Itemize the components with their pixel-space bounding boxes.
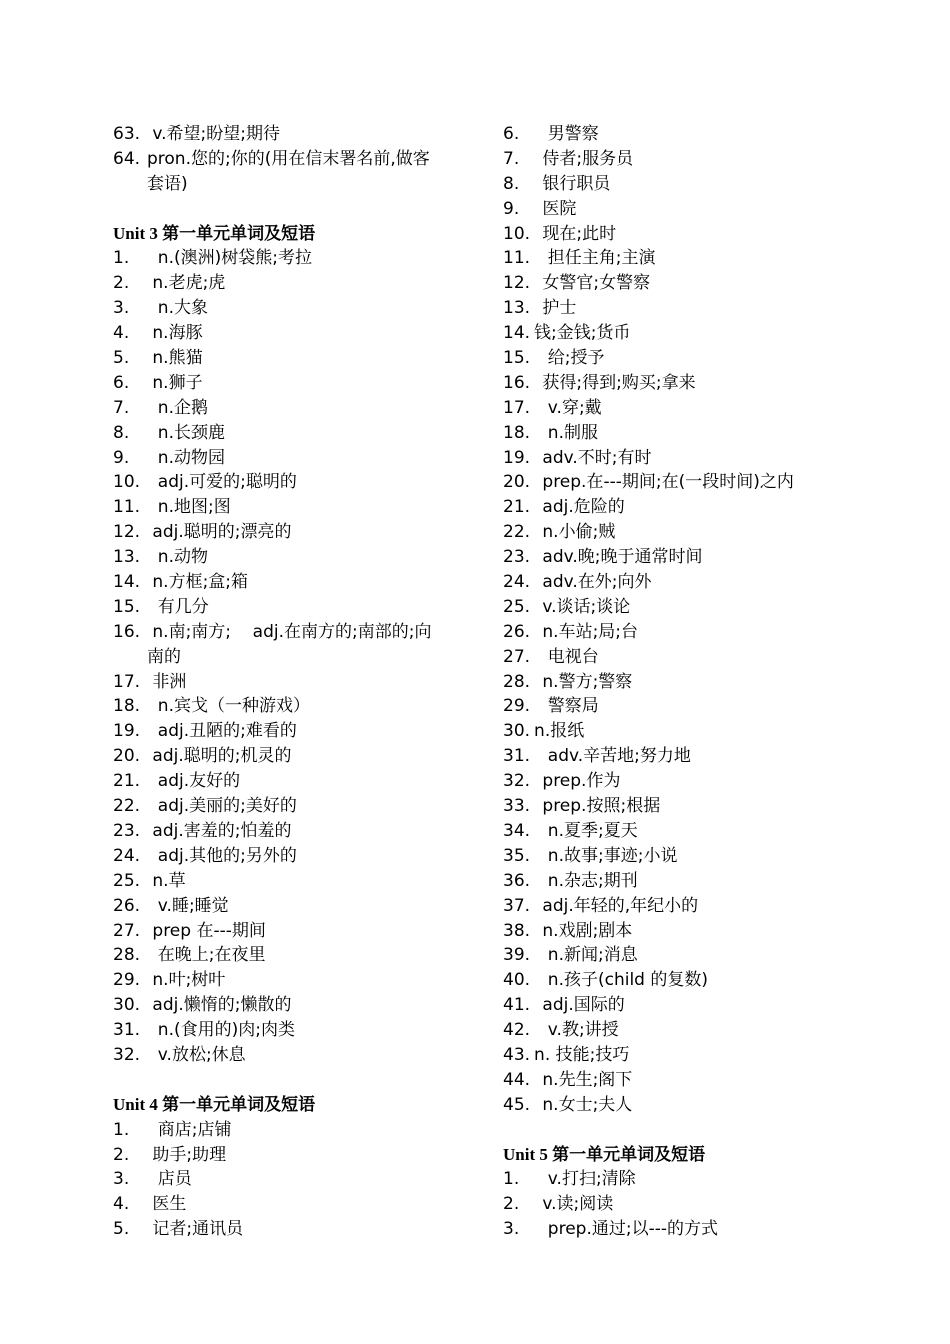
item-number: 43. — [503, 1044, 531, 1065]
list-item — [503, 744, 933, 769]
list-item — [503, 943, 933, 968]
item-text: pron.您的;你的(用在信末署名前,做客 — [147, 148, 430, 169]
item-number: 20. — [113, 746, 141, 767]
item-number: 10. — [503, 223, 531, 244]
item-number: 30. — [113, 995, 141, 1016]
list-item — [113, 1192, 473, 1217]
list-item — [113, 446, 473, 471]
item-number: 5. — [113, 1219, 130, 1240]
item-number: 7. — [503, 148, 520, 169]
item-text: n.叶;树叶 — [147, 970, 226, 991]
item-number: 28. — [113, 945, 141, 966]
list-item — [503, 371, 933, 396]
item-text: adv.晚;晚于通常时间 — [537, 547, 703, 568]
item-number: 10. — [113, 472, 141, 493]
list-item — [503, 147, 933, 172]
item-number: 31. — [503, 746, 531, 767]
item-text: n.报纸 — [534, 721, 585, 742]
item-number: 40. — [503, 970, 531, 991]
item-text: adj.可爱的;聪明的 — [147, 472, 297, 493]
list-item — [503, 1043, 933, 1068]
list-item — [113, 346, 473, 371]
item-text: n.地图;图 — [147, 497, 231, 518]
item-number: 26. — [503, 621, 531, 642]
item-number: 19. — [113, 721, 141, 742]
item-text: 银行职员 — [537, 173, 611, 194]
unit-heading — [503, 1143, 933, 1168]
list-item — [113, 819, 473, 844]
list-item — [503, 670, 933, 695]
item-number: 1. — [503, 1169, 520, 1190]
item-text: n.大象 — [147, 298, 208, 319]
list-item — [113, 844, 473, 869]
item-number: 1. — [113, 1119, 130, 1140]
item-text: v.读;阅读 — [537, 1194, 614, 1215]
item-number: 23. — [113, 820, 141, 841]
item-text: n. 技能;技巧 — [534, 1044, 630, 1065]
right-column — [503, 122, 933, 1242]
item-text: 担任主角;主演 — [537, 248, 656, 269]
item-number: 41. — [503, 995, 531, 1016]
item-text: n.南;南方; adj.在南方的;南部的;向 — [147, 621, 432, 642]
item-text: 医院 — [537, 198, 577, 219]
unit-heading-en: Unit 4 — [113, 1094, 163, 1114]
item-text: 医生 — [147, 1194, 187, 1215]
item-text: n.草 — [147, 870, 186, 891]
list-item — [113, 719, 473, 744]
item-number: 5. — [113, 348, 130, 369]
item-number: 26. — [113, 895, 141, 916]
item-number: 23. — [503, 547, 531, 568]
unit-heading-en: Unit 5 — [503, 1144, 553, 1164]
item-text: prep.作为 — [537, 771, 621, 792]
spacer — [113, 1068, 473, 1093]
item-number: 35. — [503, 845, 531, 866]
list-item-continuation: 南的 — [147, 646, 181, 667]
item-number: 27. — [503, 646, 531, 667]
list-item — [503, 1068, 933, 1093]
item-text: n.(澳洲)树袋熊;考拉 — [147, 248, 312, 269]
item-text: n.动物园 — [147, 447, 225, 468]
item-text: adv.不时;有时 — [537, 447, 652, 468]
list-item — [113, 246, 473, 271]
item-text: adj.丑陋的;难看的 — [147, 721, 297, 742]
list-item — [113, 545, 473, 570]
item-text: 电视台 — [537, 646, 599, 667]
item-number: 44. — [503, 1069, 531, 1090]
list-item — [503, 321, 933, 346]
unit-heading-cn: 第一单元单词及短语 — [552, 1144, 706, 1165]
list-item — [503, 595, 933, 620]
item-number: 9. — [113, 447, 130, 468]
item-number: 29. — [503, 696, 531, 717]
item-number: 28. — [503, 671, 531, 692]
item-text: 商店;店铺 — [147, 1119, 232, 1140]
item-text: n.女士;夫人 — [537, 1094, 633, 1115]
item-text: adj.害羞的;怕羞的 — [147, 820, 292, 841]
list-item — [503, 1167, 933, 1192]
item-text: n.夏季;夏天 — [537, 820, 638, 841]
item-text: adj.年轻的,年纪小的 — [537, 895, 699, 916]
list-item — [503, 694, 933, 719]
list-item — [503, 645, 933, 670]
item-number: 38. — [503, 920, 531, 941]
list-item — [113, 1043, 473, 1068]
list-item — [503, 296, 933, 321]
item-number: 63. — [113, 124, 141, 144]
item-number: 16. — [503, 372, 531, 393]
list-item — [113, 147, 473, 172]
item-text: adj.危险的 — [537, 497, 625, 518]
item-text: n.海豚 — [147, 323, 203, 344]
item-text: 钱;金钱;货币 — [534, 323, 631, 344]
item-number: 11. — [503, 248, 531, 269]
item-text: prep.按照;根据 — [537, 796, 661, 817]
item-number: 27. — [113, 920, 141, 941]
item-text: adj.友好的 — [147, 771, 241, 792]
item-text: n.新闻;消息 — [537, 945, 638, 966]
list-item — [503, 421, 933, 446]
left-column — [113, 122, 473, 1242]
item-number: 19. — [503, 447, 531, 468]
list-item — [503, 271, 933, 296]
list-item — [113, 869, 473, 894]
item-text: adj.聪明的;机灵的 — [147, 746, 292, 767]
item-number: 2. — [113, 273, 130, 294]
item-text: adj.美丽的;美好的 — [147, 796, 297, 817]
item-text: n.车站;局;台 — [537, 621, 639, 642]
unit-heading-cn: 第一单元单词及短语 — [162, 1094, 316, 1115]
list-item — [503, 1018, 933, 1043]
unit-heading — [113, 222, 473, 247]
item-text: n.杂志;期刊 — [537, 870, 638, 891]
item-number: 3. — [503, 1219, 520, 1240]
item-text: 在晚上;在夜里 — [147, 945, 266, 966]
item-number: 16. — [113, 621, 141, 642]
item-number: 29. — [113, 970, 141, 991]
list-item — [503, 620, 933, 645]
list-item — [503, 794, 933, 819]
item-text: 现在;此时 — [537, 223, 617, 244]
list-item — [113, 1018, 473, 1043]
list-item — [113, 968, 473, 993]
list-item — [503, 819, 933, 844]
item-text: v.放松;休息 — [147, 1044, 246, 1065]
item-number: 8. — [113, 422, 130, 443]
list-item — [113, 894, 473, 919]
item-text: adj.懒惰的;懒散的 — [147, 995, 292, 1016]
list-item — [503, 968, 933, 993]
item-text: 男警察 — [537, 124, 599, 144]
list-item — [503, 446, 933, 471]
item-text: 助手;助理 — [147, 1144, 227, 1165]
list-item — [113, 1217, 473, 1242]
list-item — [503, 172, 933, 197]
item-number: 7. — [113, 397, 130, 418]
unit-heading-en: Unit 3 — [113, 223, 163, 243]
item-text: 非洲 — [147, 671, 187, 692]
item-text: n.长颈鹿 — [147, 422, 225, 443]
item-number: 6. — [113, 372, 130, 393]
item-text: n.宾戈（一种游戏） — [147, 696, 310, 717]
item-text: n.(食用的)肉;肉类 — [147, 1020, 295, 1041]
list-item — [503, 197, 933, 222]
list-item — [503, 346, 933, 371]
item-text: n.方框;盒;箱 — [147, 572, 249, 593]
item-text: 有几分 — [147, 596, 209, 617]
item-text: 获得;得到;购买;拿来 — [537, 372, 696, 393]
list-item — [113, 371, 473, 396]
item-number: 4. — [113, 1194, 130, 1215]
list-item — [503, 894, 933, 919]
list-item — [113, 271, 473, 296]
list-item — [503, 869, 933, 894]
item-number: 15. — [113, 596, 141, 617]
list-item — [503, 470, 933, 495]
item-text: 记者;通讯员 — [147, 1219, 244, 1240]
item-number: 12. — [113, 522, 141, 543]
item-text: 女警官;女警察 — [537, 273, 651, 294]
list-item — [113, 620, 473, 645]
item-number: 2. — [503, 1194, 520, 1215]
list-item — [503, 993, 933, 1018]
item-text: prep.通过;以---的方式 — [537, 1219, 718, 1240]
unit-heading — [113, 1093, 473, 1118]
list-item — [503, 1192, 933, 1217]
item-number: 45. — [503, 1094, 531, 1115]
list-item — [113, 122, 473, 147]
item-number: 32. — [503, 771, 531, 792]
item-number: 17. — [503, 397, 531, 418]
item-number: 8. — [503, 173, 520, 194]
item-number: 3. — [113, 1169, 130, 1190]
item-text: adj.其他的;另外的 — [147, 845, 297, 866]
item-number: 21. — [113, 771, 141, 792]
list-item — [113, 919, 473, 944]
list-item — [113, 794, 473, 819]
item-text: n.戏剧;剧本 — [537, 920, 633, 941]
item-number: 25. — [113, 870, 141, 891]
list-item — [113, 321, 473, 346]
item-number: 12. — [503, 273, 531, 294]
item-text: n.企鹅 — [147, 397, 208, 418]
list-item — [113, 470, 473, 495]
list-item — [113, 943, 473, 968]
item-text: n.熊猫 — [147, 348, 203, 369]
spacer — [503, 1118, 933, 1143]
item-text: adj.国际的 — [537, 995, 625, 1016]
list-item — [113, 694, 473, 719]
list-item — [503, 719, 933, 744]
item-number: 36. — [503, 870, 531, 891]
list-item — [503, 1217, 933, 1242]
item-number: 9. — [503, 198, 520, 219]
list-item — [503, 495, 933, 520]
item-number: 15. — [503, 348, 531, 369]
item-number: 1. — [113, 248, 130, 269]
item-number: 25. — [503, 596, 531, 617]
list-item — [113, 1118, 473, 1143]
list-item — [113, 396, 473, 421]
item-text: 警察局 — [537, 696, 599, 717]
item-text: v.打扫;清除 — [537, 1169, 636, 1190]
item-number: 24. — [113, 845, 141, 866]
item-text: n.狮子 — [147, 372, 203, 393]
item-text: 店员 — [147, 1169, 192, 1190]
list-item — [113, 769, 473, 794]
item-number: 64. — [113, 148, 141, 169]
spacer — [113, 197, 473, 222]
item-number: 24. — [503, 572, 531, 593]
item-text: n.动物 — [147, 547, 208, 568]
item-text: n.警方;警察 — [537, 671, 633, 692]
item-number: 30. — [503, 721, 531, 742]
list-item — [503, 545, 933, 570]
item-number: 34. — [503, 820, 531, 841]
item-number: 18. — [503, 422, 531, 443]
list-item — [113, 744, 473, 769]
item-text: v.教;讲授 — [537, 1020, 619, 1041]
list-item — [113, 993, 473, 1018]
list-item — [113, 495, 473, 520]
list-item — [503, 222, 933, 247]
item-text: n.制服 — [537, 422, 598, 443]
item-number: 3. — [113, 298, 130, 319]
item-text: n.故事;事迹;小说 — [537, 845, 678, 866]
list-item — [503, 570, 933, 595]
item-number: 13. — [503, 298, 531, 319]
list-item — [113, 570, 473, 595]
list-item — [113, 670, 473, 695]
item-text: v.睡;睡觉 — [147, 895, 229, 916]
list-item — [503, 246, 933, 271]
item-text: v.谈话;谈论 — [537, 596, 631, 617]
item-number: 32. — [113, 1044, 141, 1065]
item-number: 31. — [113, 1020, 141, 1041]
item-number: 11. — [113, 497, 141, 518]
item-number: 33. — [503, 796, 531, 817]
item-text: n.孩子(child 的复数) — [537, 970, 709, 991]
item-text: 给;授予 — [537, 348, 605, 369]
list-item — [113, 296, 473, 321]
item-number: 22. — [503, 522, 531, 543]
unit-heading-cn: 第一单元单词及短语 — [162, 223, 316, 244]
list-item — [113, 1167, 473, 1192]
list-item — [503, 396, 933, 421]
item-number: 20. — [503, 472, 531, 493]
list-item — [113, 421, 473, 446]
list-item — [503, 769, 933, 794]
item-text: adv.辛苦地;努力地 — [537, 746, 691, 767]
item-text: v.希望;盼望;期待 — [147, 124, 281, 144]
item-text: 护士 — [537, 298, 577, 319]
list-item — [503, 520, 933, 545]
list-item — [113, 1143, 473, 1168]
list-item — [503, 919, 933, 944]
item-text: 侍者;服务员 — [537, 148, 634, 169]
item-text: prep.在---期间;在(一段时间)之内 — [537, 472, 794, 493]
item-number: 13. — [113, 547, 141, 568]
item-number: 4. — [113, 323, 130, 344]
item-number: 37. — [503, 895, 531, 916]
item-number: 42. — [503, 1020, 531, 1041]
item-text: prep 在---期间 — [147, 920, 266, 941]
item-number: 18. — [113, 696, 141, 717]
item-text: n.先生;阁下 — [537, 1069, 633, 1090]
item-number: 2. — [113, 1144, 130, 1165]
list-item-continuation: 套语) — [147, 173, 188, 194]
item-number: 17. — [113, 671, 141, 692]
item-number: 22. — [113, 796, 141, 817]
item-number: 21. — [503, 497, 531, 518]
item-number: 39. — [503, 945, 531, 966]
list-item — [503, 844, 933, 869]
list-item — [503, 122, 933, 147]
item-text: n.老虎;虎 — [147, 273, 226, 294]
item-number: 6. — [503, 124, 520, 144]
list-item — [113, 520, 473, 545]
item-text: n.小偷;贼 — [537, 522, 616, 543]
item-text: adv.在外;向外 — [537, 572, 652, 593]
item-text: adj.聪明的;漂亮的 — [147, 522, 292, 543]
item-text: v.穿;戴 — [537, 397, 602, 418]
item-number: 14. — [113, 572, 141, 593]
list-item — [503, 1093, 933, 1118]
item-number: 14. — [503, 323, 531, 344]
list-item — [113, 595, 473, 620]
